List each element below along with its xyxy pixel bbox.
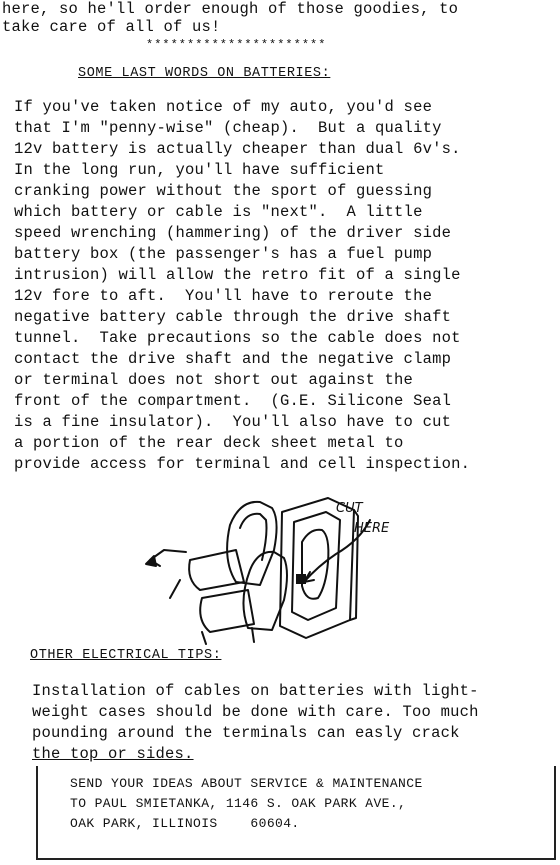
terminal-block bbox=[296, 574, 306, 584]
seat-frame bbox=[170, 580, 254, 644]
para-line: 12v fore to aft. You'll have to reroute the bbox=[14, 287, 433, 305]
para-line: intrusion) will allow the retro fit of a single bbox=[14, 266, 461, 284]
para-line: tunnel. Take precautions so the cable does not bbox=[14, 329, 461, 347]
para-line: provide access for terminal and cell inspection. bbox=[14, 455, 471, 473]
contact-line: SEND YOUR IDEAS ABOUT SERVICE & MAINTENANCE bbox=[70, 776, 423, 791]
tips-line: weight cases should be done with care. Too much bbox=[32, 703, 479, 721]
intro-line-2: take care of all of us! bbox=[2, 18, 221, 36]
seat-battery-diagram bbox=[140, 490, 420, 650]
star-divider: ********************** bbox=[146, 38, 327, 52]
contact-line: OAK PARK, ILLINOIS 60604. bbox=[70, 816, 300, 831]
contact-line: TO PAUL SMIETANKA, 1146 S. OAK PARK AVE., bbox=[70, 796, 407, 811]
tips-line: pounding around the terminals can easly crack bbox=[32, 724, 460, 742]
para-line: battery box (the passenger's has a fuel pump bbox=[14, 245, 433, 263]
seat-cushion-rear bbox=[189, 550, 244, 590]
para-line: If you've taken notice of my auto, you'd see bbox=[14, 98, 433, 116]
para-line: which battery or cable is "next". A little bbox=[14, 203, 423, 221]
para-line: front of the compartment. (G.E. Silicone Seal bbox=[14, 392, 452, 410]
cut-window bbox=[302, 530, 328, 599]
para-line: In the long run, you'll have sufficient bbox=[14, 161, 385, 179]
para-line: or terminal does not short out against the bbox=[14, 371, 414, 389]
batteries-heading: SOME LAST WORDS ON BATTERIES: bbox=[78, 66, 331, 81]
para-line: cranking power without the sport of guessing bbox=[14, 182, 433, 200]
battery-panel bbox=[292, 512, 340, 620]
diagram-label-here: HERE bbox=[354, 521, 390, 536]
intro-line-1: here, so he'll order enough of those goodies, to bbox=[2, 0, 459, 18]
tips-line: the top or sides. bbox=[32, 745, 194, 763]
para-line: negative battery cable through the drive shaft bbox=[14, 308, 452, 326]
seat-cushion-front bbox=[200, 590, 254, 632]
para-line: that I'm "penny-wise" (cheap). But a quality bbox=[14, 119, 442, 137]
para-line: is a fine insulator). You'll also have to cut bbox=[14, 413, 452, 431]
seat-lever-tip bbox=[146, 556, 156, 566]
para-line: contact the drive shaft and the negative clamp bbox=[14, 350, 452, 368]
para-line: speed wrenching (hammering) of the driver side bbox=[14, 224, 452, 242]
diagram-label-cut: CUT bbox=[336, 501, 363, 516]
tips-heading: OTHER ELECTRICAL TIPS: bbox=[30, 648, 222, 663]
contact-box bbox=[36, 766, 556, 860]
para-line: a portion of the rear deck sheet metal to bbox=[14, 434, 404, 452]
para-line: 12v battery is actually cheaper than dual 6v's. bbox=[14, 140, 461, 158]
tips-line: Installation of cables on batteries with light- bbox=[32, 682, 479, 700]
